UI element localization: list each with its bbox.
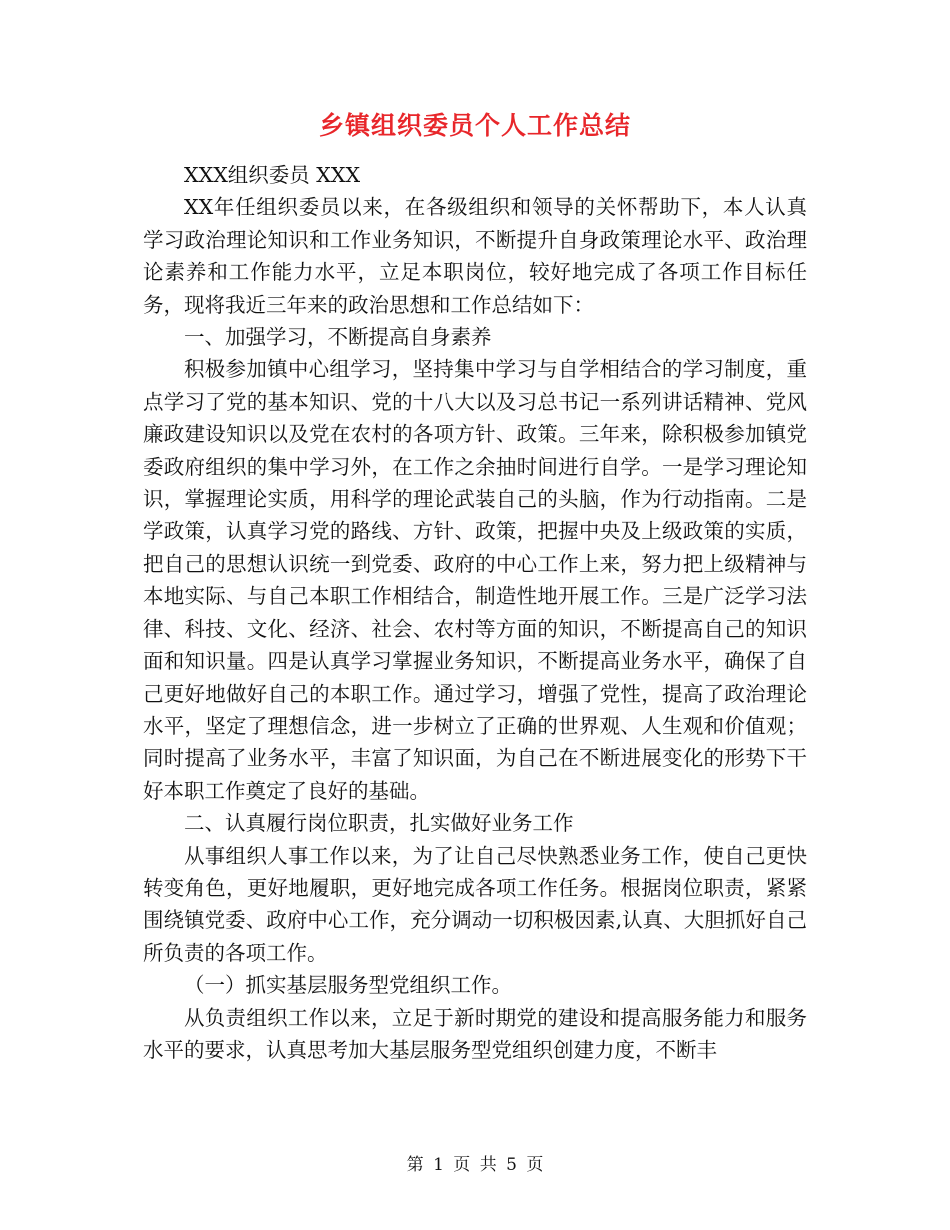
section-heading-1: 一、加强学习，不断提高自身素养 (184, 325, 492, 350)
document-title: 乡镇组织委员个人工作总结 (318, 111, 631, 140)
subsection-1-paragraph: 从负责组织工作以来，立足于新时期党的建设和提高服务能力和服务水平的要求，认真思考加大基层服务型党组织创建力度，不断丰 (143, 1005, 807, 1062)
subsection-heading-1: （一）抓实基层服务型党组织工作。 (184, 973, 512, 998)
page-footer: 第 1 页 共 5 页 (406, 1155, 544, 1175)
section-1-paragraph: 积极参加镇中心组学习，坚持集中学习与自学相结合的学习制度，重点学习了党的基本知识、党的十八大以及习总书记一系列讲话精神、党风廉政建设知识以及党在农村的各项方针、政策。三年来，除积极参加镇党委政府组织的集中学习外，在工作之余抽时间进行自学。一是学习理论知识，掌握理论实质，用科学的理论武装自己的头脑，作为行动指南。二是学政策，认真学习党的路线、方针、政策，把握中央及上级政策的实质，把自己的思想认识统一到党委、政府的中心工作上来，努力把上级精神与本地实际、与自己本职工作相结合，制造性地开展工作。三是广泛学习法律、科技、文化、经济、社会、农村等方面的知识，不断提高自己的知识面和知识量。四是认真学习掌握业务知识，不断提高业务水平，确保了自己更好地做好自己的本职工作。通过学习，增强了党性，提高了政治理论水平，坚定了理想信念，进一步树立了正确的世界观、人生观和价值观；同时提高了业务水平，丰富了知识面，为自己在不断进展变化的形势下干好本职工作奠定了良好的基础。 (143, 357, 807, 803)
section-2-paragraph: 从事组织人事工作以来，为了让自己尽快熟悉业务工作，使自己更快转变角色，更好地履职，更好地完成各项工作任务。根据岗位职责，紧紧围绕镇党委、政府中心工作，充分调动一切积极因素,认真、大胆抓好自己所负责的各项工作。 (143, 843, 807, 965)
intro-paragraph: XX年任组织委员以来，在各级组织和领导的关怀帮助下，本人认真学习政治理论知识和工作业务知识，不断提升自身政策理论水平、政治理论素养和工作能力水平，立足本职岗位，较好地完成了各项工作目标任务，现将我近三年来的政治思想和工作总结如下： (143, 195, 807, 317)
author-line: XXX组织委员 XXX (184, 163, 361, 187)
section-heading-2: 二、认真履行岗位职责，扎实做好业务工作 (184, 811, 574, 836)
document-body (143, 159, 807, 1066)
